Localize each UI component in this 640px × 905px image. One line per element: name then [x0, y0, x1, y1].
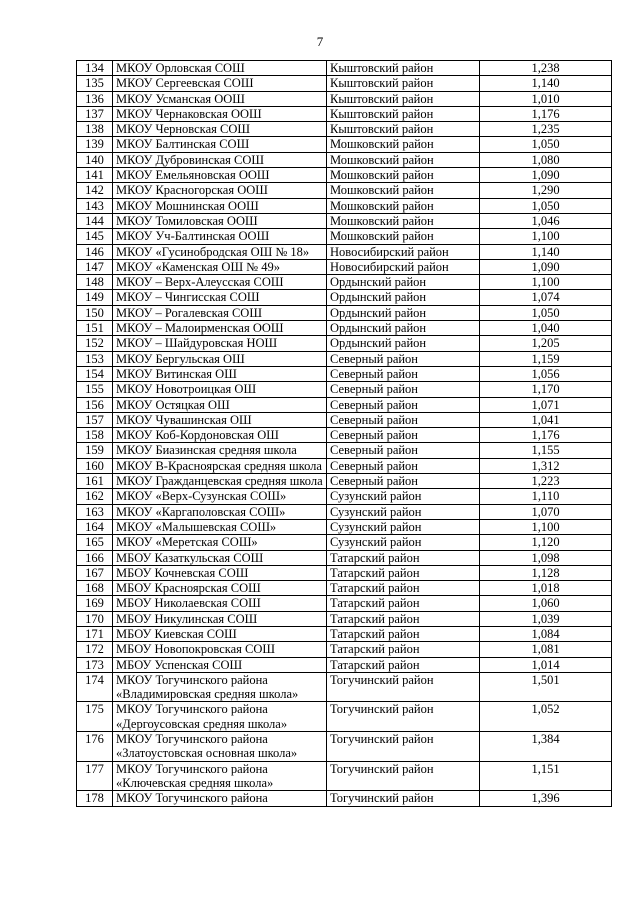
table-row [77, 702, 612, 732]
school-name: МКОУ Черновская СОШ [113, 122, 327, 137]
school-name: МБОУ Кочневская СОШ [113, 565, 327, 580]
school-name: МКОУ Новотроицкая ОШ [113, 382, 327, 397]
school-name: МБОУ Никулинская СОШ [113, 611, 327, 626]
district-name: Татарский район [327, 550, 480, 565]
table-row [77, 366, 612, 381]
table-row [77, 458, 612, 473]
coefficient-value: 1,080 [480, 152, 612, 167]
row-number: 145 [77, 229, 113, 244]
table-row [77, 198, 612, 213]
table-row [77, 412, 612, 427]
school-name: МКОУ Балтинская СОШ [113, 137, 327, 152]
row-number: 155 [77, 382, 113, 397]
school-name: МБОУ Казаткульская СОШ [113, 550, 327, 565]
row-number: 170 [77, 611, 113, 626]
district-name: Северный район [327, 443, 480, 458]
row-number: 135 [77, 76, 113, 91]
coefficient-value: 1,010 [480, 91, 612, 106]
district-name: Татарский район [327, 596, 480, 611]
school-name: МКОУ Орловская СОШ [113, 61, 327, 76]
school-name: МКОУ Коб-Кордоновская ОШ [113, 428, 327, 443]
row-number: 174 [77, 672, 113, 702]
school-name: МБОУ Новопокровская СОШ [113, 642, 327, 657]
coefficient-value: 1,384 [480, 732, 612, 762]
coefficient-value: 1,071 [480, 397, 612, 412]
school-name: МКОУ – Рогалевская СОШ [113, 305, 327, 320]
table-row [77, 596, 612, 611]
table-row [77, 244, 612, 259]
district-name: Татарский район [327, 611, 480, 626]
coefficient-value: 1,039 [480, 611, 612, 626]
table-row [77, 351, 612, 366]
coefficient-value: 1,056 [480, 366, 612, 381]
school-name: МКОУ «Каменская ОШ № 49» [113, 259, 327, 274]
row-number: 146 [77, 244, 113, 259]
table-row [77, 761, 612, 791]
district-name: Северный район [327, 428, 480, 443]
school-name: МКОУ «Верх-Сузунская СОШ» [113, 489, 327, 504]
school-name: МКОУ Витинская ОШ [113, 366, 327, 381]
table-row [77, 275, 612, 290]
table-row [77, 791, 612, 806]
row-number: 148 [77, 275, 113, 290]
district-name: Кыштовский район [327, 61, 480, 76]
school-name: МКОУ Тогучинского района [113, 791, 327, 806]
school-name: МКОУ Томиловская ООШ [113, 213, 327, 228]
coefficient-value: 1,090 [480, 259, 612, 274]
table-row [77, 565, 612, 580]
table-row [77, 137, 612, 152]
coefficient-value: 1,050 [480, 198, 612, 213]
district-name: Мошковский район [327, 198, 480, 213]
school-name: МКОУ Тогучинского района «Владимировская средняя школа» [113, 672, 327, 702]
district-name: Северный район [327, 412, 480, 427]
district-name: Ордынский район [327, 305, 480, 320]
district-name: Ордынский район [327, 275, 480, 290]
row-number: 177 [77, 761, 113, 791]
table-row [77, 489, 612, 504]
coefficient-value: 1,155 [480, 443, 612, 458]
school-name: МКОУ «Меретская СОШ» [113, 535, 327, 550]
school-name: МКОУ Сергеевская СОШ [113, 76, 327, 91]
table-row [77, 535, 612, 550]
row-number: 136 [77, 91, 113, 106]
row-number: 164 [77, 519, 113, 534]
district-name: Кыштовский район [327, 76, 480, 91]
table-row [77, 657, 612, 672]
row-number: 143 [77, 198, 113, 213]
coefficient-value: 1,052 [480, 702, 612, 732]
district-name: Сузунский район [327, 489, 480, 504]
school-name: МБОУ Николаевская СОШ [113, 596, 327, 611]
table-row [77, 290, 612, 305]
table-row [77, 504, 612, 519]
district-name: Сузунский район [327, 504, 480, 519]
table-row [77, 168, 612, 183]
coefficient-value: 1,060 [480, 596, 612, 611]
row-number: 159 [77, 443, 113, 458]
row-number: 140 [77, 152, 113, 167]
table-row [77, 336, 612, 351]
district-name: Мошковский район [327, 168, 480, 183]
school-name: МКОУ «Гусинобродская ОШ № 18» [113, 244, 327, 259]
table-body [77, 61, 612, 807]
coefficient-value: 1,205 [480, 336, 612, 351]
row-number: 156 [77, 397, 113, 412]
row-number: 167 [77, 565, 113, 580]
coefficient-value: 1,074 [480, 290, 612, 305]
coefficient-value: 1,070 [480, 504, 612, 519]
row-number: 149 [77, 290, 113, 305]
school-name: МКОУ Емельяновская ООШ [113, 168, 327, 183]
district-name: Тогучинский район [327, 672, 480, 702]
coefficient-value: 1,176 [480, 106, 612, 121]
district-name: Мошковский район [327, 183, 480, 198]
table-row [77, 321, 612, 336]
district-name: Северный район [327, 366, 480, 381]
row-number: 152 [77, 336, 113, 351]
school-name: МБОУ Киевская СОШ [113, 626, 327, 641]
school-name: МКОУ – Чингисская СОШ [113, 290, 327, 305]
row-number: 158 [77, 428, 113, 443]
page-number: 7 [316, 34, 324, 49]
coefficient-value: 1,140 [480, 76, 612, 91]
coefficient-value: 1,110 [480, 489, 612, 504]
row-number: 163 [77, 504, 113, 519]
district-name: Ордынский район [327, 290, 480, 305]
district-name: Северный район [327, 458, 480, 473]
school-name: МКОУ Тогучинского района «Златоустовская основная школа» [113, 732, 327, 762]
district-name: Тогучинский район [327, 761, 480, 791]
coefficient-value: 1,151 [480, 761, 612, 791]
table-row [77, 382, 612, 397]
table-row [77, 642, 612, 657]
table-row [77, 428, 612, 443]
row-number: 172 [77, 642, 113, 657]
row-number: 137 [77, 106, 113, 121]
table-row [77, 76, 612, 91]
row-number: 176 [77, 732, 113, 762]
coefficient-value: 1,081 [480, 642, 612, 657]
row-number: 150 [77, 305, 113, 320]
row-number: 175 [77, 702, 113, 732]
district-name: Ордынский район [327, 336, 480, 351]
coefficient-value: 1,041 [480, 412, 612, 427]
school-name: МКОУ – Верх-Алеусская СОШ [113, 275, 327, 290]
district-name: Новосибирский район [327, 259, 480, 274]
row-number: 139 [77, 137, 113, 152]
school-name: МКОУ Мошнинская ООШ [113, 198, 327, 213]
row-number: 168 [77, 581, 113, 596]
table-row [77, 732, 612, 762]
table-row [77, 581, 612, 596]
row-number: 166 [77, 550, 113, 565]
row-number: 138 [77, 122, 113, 137]
row-number: 160 [77, 458, 113, 473]
district-name: Сузунский район [327, 519, 480, 534]
table-row [77, 519, 612, 534]
district-name: Мошковский район [327, 213, 480, 228]
row-number: 134 [77, 61, 113, 76]
schools-table [76, 60, 612, 807]
row-number: 161 [77, 474, 113, 489]
table-row [77, 672, 612, 702]
district-name: Кыштовский район [327, 122, 480, 137]
row-number: 151 [77, 321, 113, 336]
school-name: МКОУ Биазинская средняя школа [113, 443, 327, 458]
table-row [77, 61, 612, 76]
coefficient-value: 1,100 [480, 275, 612, 290]
table-row [77, 397, 612, 412]
school-name: МКОУ Тогучинского района «Ключевская средняя школа» [113, 761, 327, 791]
coefficient-value: 1,090 [480, 168, 612, 183]
school-name: МКОУ Чувашинская ОШ [113, 412, 327, 427]
school-name: МКОУ Гражданцевская средняя школа [113, 474, 327, 489]
coefficient-value: 1,290 [480, 183, 612, 198]
coefficient-value: 1,501 [480, 672, 612, 702]
coefficient-value: 1,046 [480, 213, 612, 228]
row-number: 157 [77, 412, 113, 427]
coefficient-value: 1,159 [480, 351, 612, 366]
coefficient-value: 1,128 [480, 565, 612, 580]
coefficient-value: 1,120 [480, 535, 612, 550]
district-name: Татарский район [327, 642, 480, 657]
table-row [77, 626, 612, 641]
school-name: МКОУ Усманская ООШ [113, 91, 327, 106]
row-number: 169 [77, 596, 113, 611]
school-name: МКОУ Красногорская ООШ [113, 183, 327, 198]
district-name: Северный район [327, 397, 480, 412]
coefficient-value: 1,312 [480, 458, 612, 473]
school-name: МБОУ Успенская СОШ [113, 657, 327, 672]
coefficient-value: 1,050 [480, 137, 612, 152]
district-name: Мошковский район [327, 152, 480, 167]
table-row [77, 443, 612, 458]
coefficient-value: 1,014 [480, 657, 612, 672]
school-name: МКОУ Дубровинская СОШ [113, 152, 327, 167]
row-number: 162 [77, 489, 113, 504]
coefficient-value: 1,100 [480, 229, 612, 244]
row-number: 171 [77, 626, 113, 641]
coefficient-value: 1,100 [480, 519, 612, 534]
coefficient-value: 1,223 [480, 474, 612, 489]
coefficient-value: 1,396 [480, 791, 612, 806]
district-name: Кыштовский район [327, 91, 480, 106]
coefficient-value: 1,040 [480, 321, 612, 336]
table-row [77, 259, 612, 274]
coefficient-value: 1,235 [480, 122, 612, 137]
table-row [77, 106, 612, 121]
district-name: Ордынский район [327, 321, 480, 336]
table-row [77, 611, 612, 626]
row-number: 142 [77, 183, 113, 198]
row-number: 173 [77, 657, 113, 672]
row-number: 165 [77, 535, 113, 550]
school-name: МКОУ Тогучинского района «Дергоусовская средняя школа» [113, 702, 327, 732]
table-row [77, 122, 612, 137]
table-row [77, 183, 612, 198]
coefficient-value: 1,170 [480, 382, 612, 397]
table-row [77, 91, 612, 106]
school-name: МБОУ Красноярская СОШ [113, 581, 327, 596]
school-name: МКОУ Уч-Балтинская ООШ [113, 229, 327, 244]
table-row [77, 152, 612, 167]
coefficient-value: 1,018 [480, 581, 612, 596]
district-name: Северный район [327, 351, 480, 366]
district-name: Новосибирский район [327, 244, 480, 259]
school-name: МКОУ – Шайдуровская НОШ [113, 336, 327, 351]
coefficient-value: 1,084 [480, 626, 612, 641]
school-name: МКОУ В-Красноярская средняя школа [113, 458, 327, 473]
school-name: МКОУ «Малышевская СОШ» [113, 519, 327, 534]
school-name: МКОУ «Каргаполовская СОШ» [113, 504, 327, 519]
table-row [77, 305, 612, 320]
row-number: 147 [77, 259, 113, 274]
table-row [77, 229, 612, 244]
coefficient-value: 1,238 [480, 61, 612, 76]
table-row [77, 213, 612, 228]
district-name: Мошковский район [327, 229, 480, 244]
coefficient-value: 1,140 [480, 244, 612, 259]
district-name: Мошковский район [327, 137, 480, 152]
district-name: Татарский район [327, 565, 480, 580]
row-number: 141 [77, 168, 113, 183]
school-name: МКОУ Бергульская ОШ [113, 351, 327, 366]
row-number: 144 [77, 213, 113, 228]
row-number: 153 [77, 351, 113, 366]
row-number: 154 [77, 366, 113, 381]
table-row [77, 550, 612, 565]
district-name: Татарский район [327, 581, 480, 596]
district-name: Тогучинский район [327, 702, 480, 732]
school-name: МКОУ Чернаковская ООШ [113, 106, 327, 121]
coefficient-value: 1,098 [480, 550, 612, 565]
district-name: Татарский район [327, 626, 480, 641]
district-name: Тогучинский район [327, 732, 480, 762]
school-name: МКОУ Остяцкая ОШ [113, 397, 327, 412]
district-name: Северный район [327, 474, 480, 489]
table-row [77, 474, 612, 489]
coefficient-value: 1,050 [480, 305, 612, 320]
coefficient-value: 1,176 [480, 428, 612, 443]
district-name: Тогучинский район [327, 791, 480, 806]
row-number: 178 [77, 791, 113, 806]
school-name: МКОУ – Малоирменская ООШ [113, 321, 327, 336]
district-name: Северный район [327, 382, 480, 397]
district-name: Татарский район [327, 657, 480, 672]
district-name: Кыштовский район [327, 106, 480, 121]
district-name: Сузунский район [327, 535, 480, 550]
